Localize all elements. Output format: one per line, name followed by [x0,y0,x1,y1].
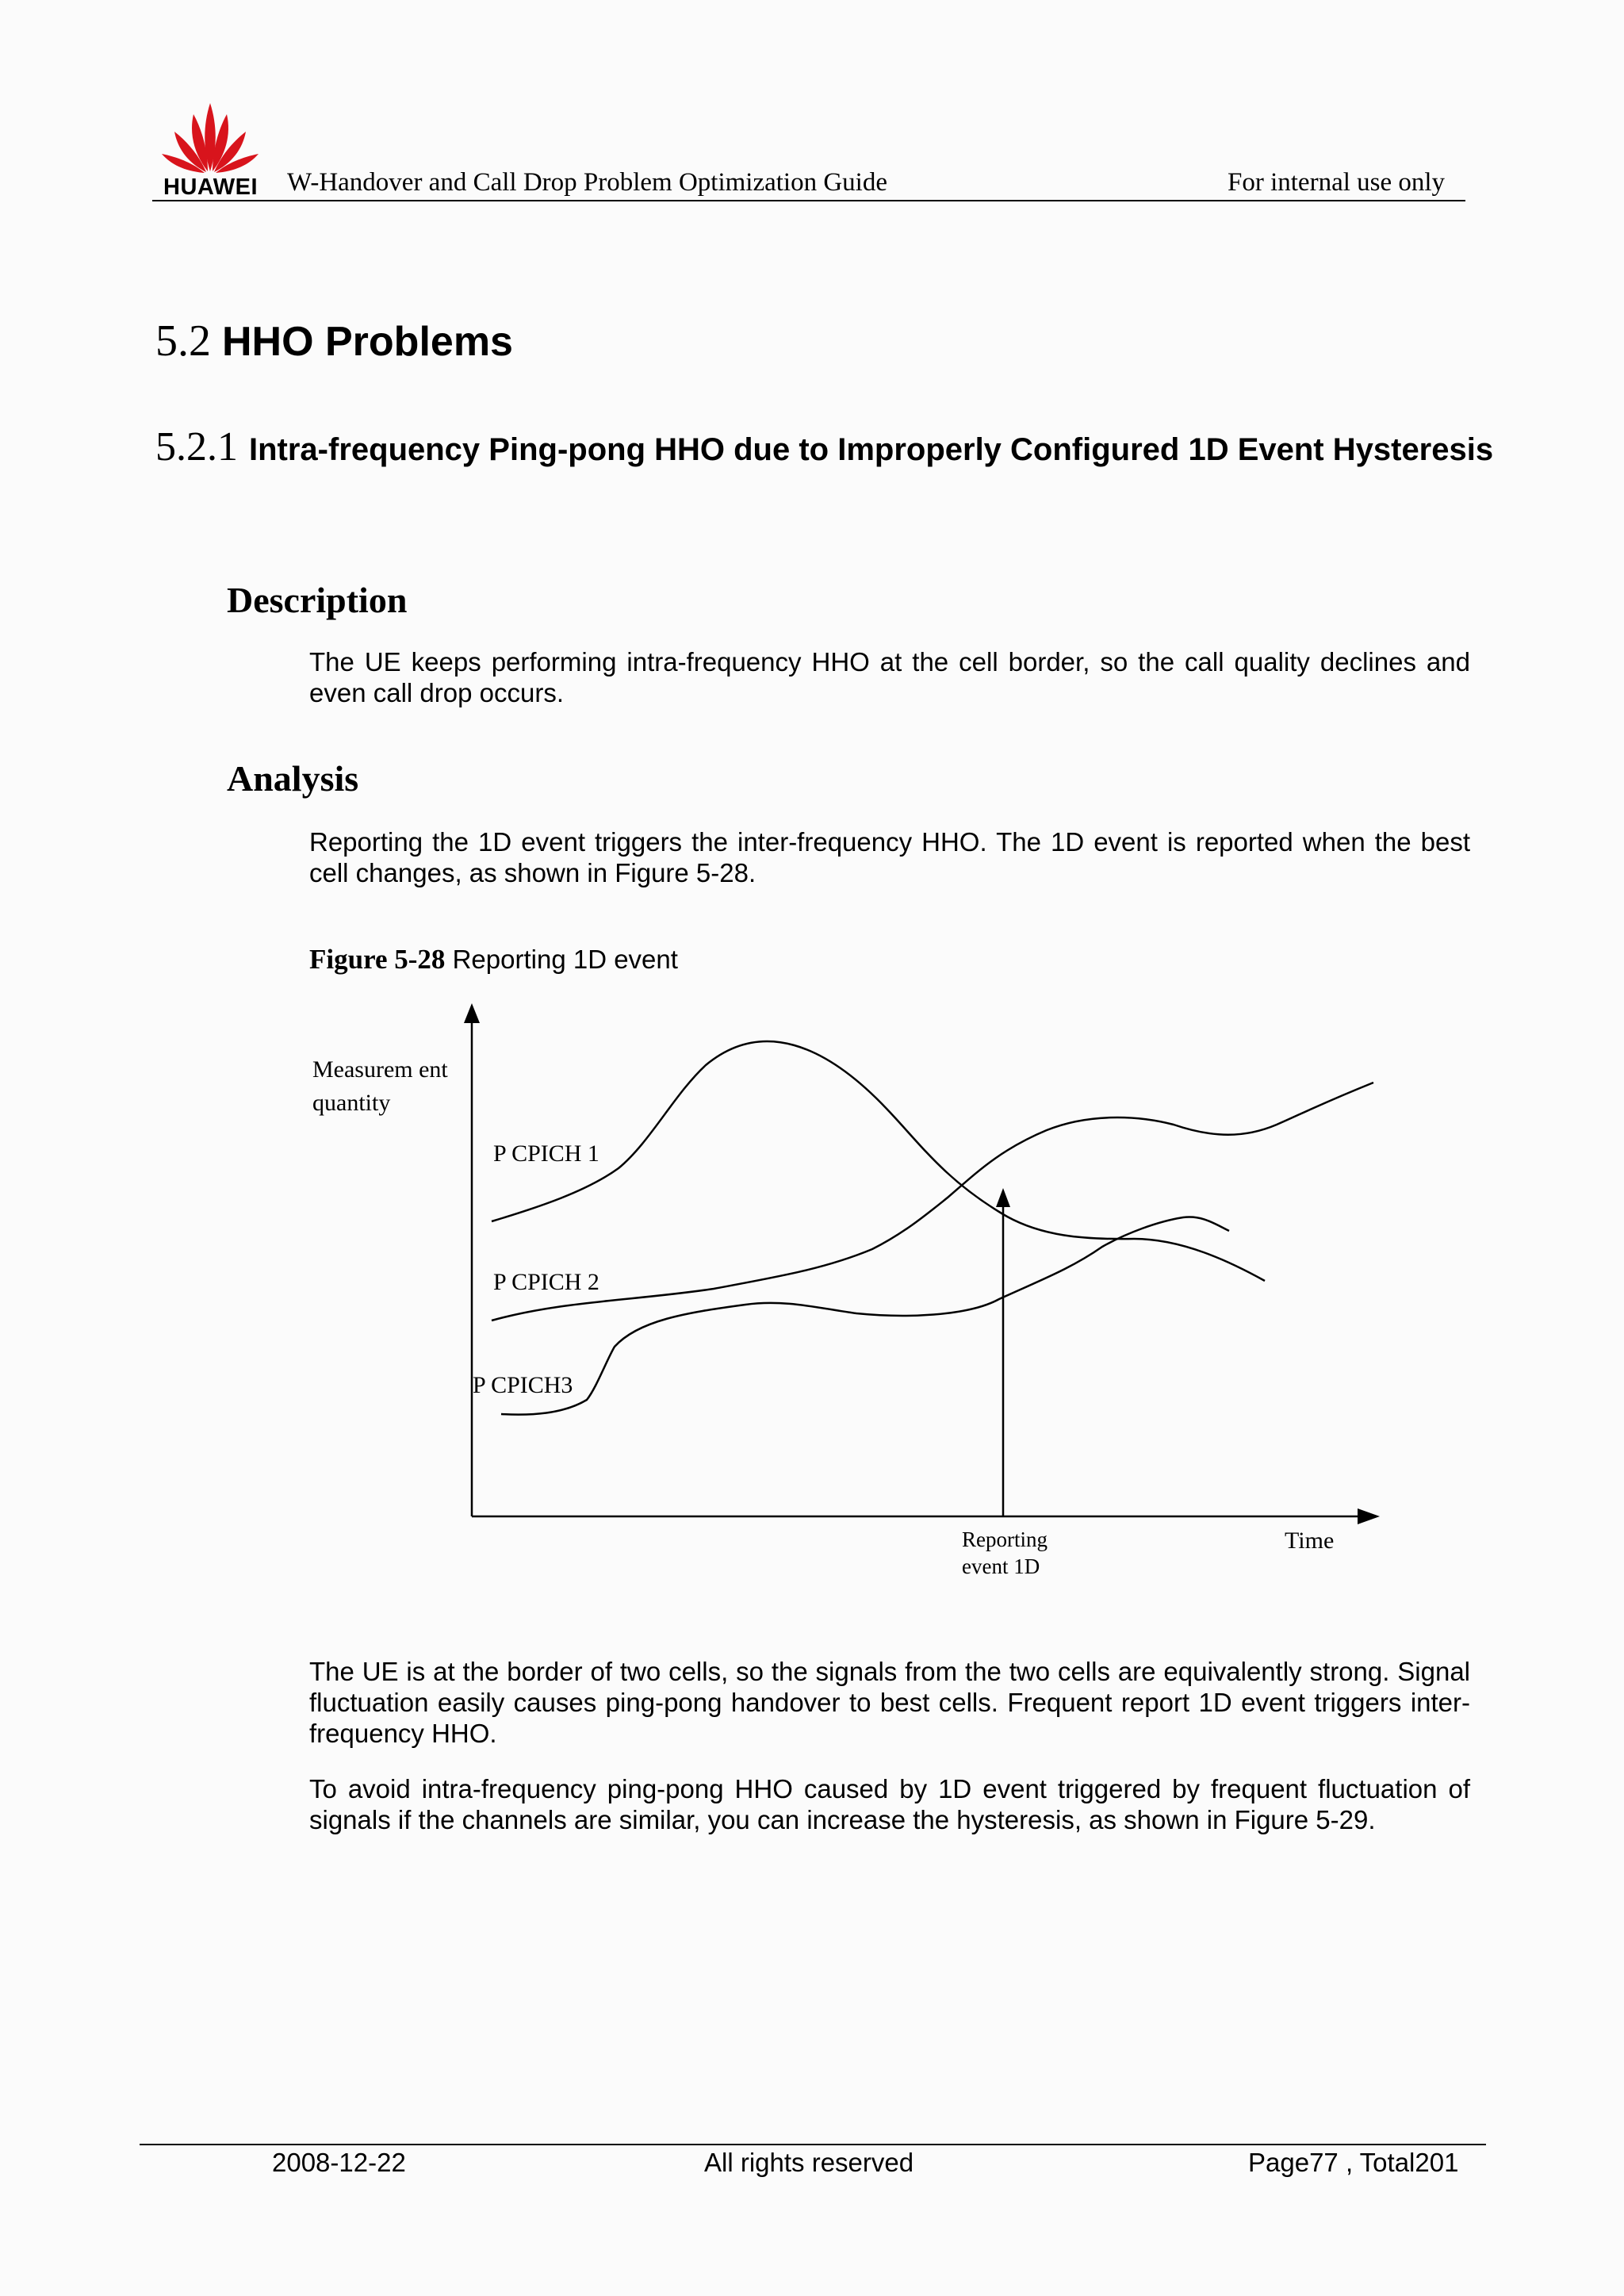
series-label-pcpich1: P CPICH 1 [493,1140,599,1167]
section-title: HHO Problems [222,319,513,365]
header-title: W-Handover and Call Drop Problem Optimization Guide [287,168,888,197]
figure-reporting-1d-event [301,999,1396,1586]
series-label-pcpich3: P CPICH3 [473,1372,573,1398]
pcpich2-curve [492,1083,1373,1320]
subsection-heading [155,424,1503,470]
pcpich3-curve [501,1217,1229,1414]
footer-page-number: Page77 , Total201 [1248,2148,1459,2177]
huawei-petals-icon [157,94,264,173]
section-number: 5.2 [155,316,211,366]
header-classification: For internal use only [1228,168,1446,197]
subsection-number: 5.2.1 [155,424,238,470]
figure-caption [309,944,678,976]
analysis-paragraph: Reporting the 1D event triggers the inter-frequency HHO. The 1D event is reported when the best cell changes, as shown in Figure 5-28. [309,827,1470,887]
event-label-line1: Reporting [962,1527,1048,1551]
footer-date: 2008-12-22 [272,2148,406,2177]
huawei-logo [157,94,264,198]
event-arrowhead [996,1188,1010,1207]
footer-rights: All rights reserved [704,2148,914,2177]
conclusion-paragraph-1: The UE is at the border of two cells, so the signals from the two cells are equivalently strong. Signal fluctuation easily causes ping-pong handover to best cells. Frequent report 1D event triggers inter-frequency HHO. [309,1657,1470,1748]
x-axis-arrowhead [1358,1508,1380,1524]
y-axis-label-line2: quantity [312,1090,391,1116]
conclusion-paragraph-2: To avoid intra-frequency ping-pong HHO caused by 1D event triggered by frequent fluctuation of signals if the channels are similar, you can increase the hysteresis, as shown in Figure 5-29. [309,1774,1470,1834]
series-label-pcpich2: P CPICH 2 [493,1269,599,1295]
description-heading: Description [227,580,408,620]
figure-diagram [301,999,1396,1586]
y-axis-label-line1: Measurem ent [312,1056,448,1083]
event-label-line2: event 1D [962,1554,1040,1578]
subsection-title: Intra-frequency Ping-pong HHO due to Improperly Configured 1D Event Hysteresis [249,432,1494,467]
x-axis-label: Time [1285,1527,1335,1554]
pcpich1-curve [492,1041,1265,1281]
figure-caption-text: Reporting 1D event [452,945,678,974]
footer-divider [140,2144,1486,2145]
figure-label: Figure 5-28 [309,944,446,975]
header-divider [152,200,1465,201]
description-paragraph: The UE keeps performing intra-frequency HHO at the cell border, so the call quality declines and even call drop occurs. [309,647,1470,707]
analysis-heading: Analysis [227,758,359,799]
y-axis-arrowhead [464,1003,480,1023]
section-heading [155,316,513,366]
logo-wordmark: HUAWEI [163,174,258,200]
